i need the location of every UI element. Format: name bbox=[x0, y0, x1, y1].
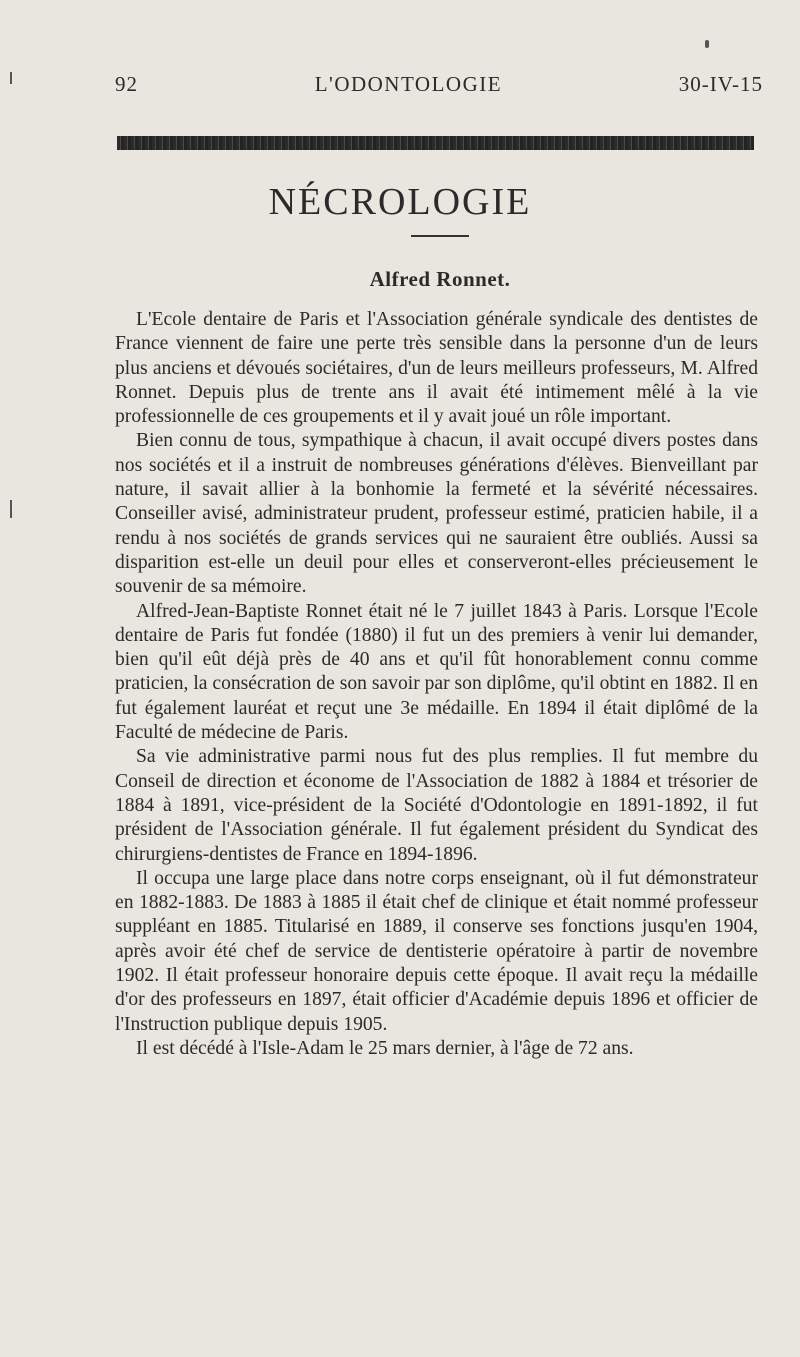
article-body bbox=[115, 308, 758, 1061]
section-title: NÉCROLOGIE bbox=[268, 181, 532, 223]
paragraph: Alfred-Jean-Baptiste Ronnet était né le 7 juillet 1843 à Paris. Lorsque l'Ecole dentaire de Paris fut fondée (1880) il fut un des premiers à venir lui demander, bien qu'il eût déjà près de 40 ans et qu'il fût honorablement connu comme praticien, la consécration de son savoir par son diplôme, qu'il obtint en 1882. Il en fut également lauréat et reçut une 3e médaille. En 1894 il était diplômé de la Faculté de médecine de Paris. bbox=[115, 600, 758, 744]
decorative-rule-band bbox=[117, 136, 754, 150]
paragraph: Sa vie administrative parmi nous fut des plus remplies. Il fut membre du Conseil de direction et économe de l'Association de 1882 à 1884 et trésorier de 1884 à 1891, vice-président de la Société d'Odontologie en 1891-1892, il fut président de l'Association générale. Il fut également président du Syndicat des chirurgiens-dentistes de France en 1894-1896. bbox=[115, 746, 758, 865]
running-head bbox=[115, 72, 763, 102]
title-divider bbox=[411, 235, 469, 237]
paragraph: L'Ecole dentaire de Paris et l'Association générale syndicale des dentistes de France viennent de faire une perte très sensible dans la personne d'un de leurs plus anciens et dévoués sociétaires, d'un de leurs meilleurs professeurs, M. Alfred Ronnet. Depuis plus de trente ans il avait été intimement mêlé à la vie professionnelle de ces groupements et il y avait joué un rôle important. bbox=[115, 309, 758, 428]
edge-mark bbox=[10, 72, 12, 84]
edge-mark bbox=[10, 500, 12, 518]
issue-date: 30-IV-15 bbox=[678, 72, 763, 96]
paragraph: Il est décédé à l'Isle-Adam le 25 mars dernier, à l'âge de 72 ans. bbox=[136, 1037, 634, 1059]
page-number: 92 bbox=[115, 72, 138, 96]
ink-speck bbox=[705, 40, 709, 48]
journal-title: L'ODONTOLOGIE bbox=[314, 72, 503, 96]
paragraph: Bien connu de tous, sympathique à chacun, il avait occupé divers postes dans nos sociétés et il a instruit de nombreuses générations d'élèves. Bienveillant par nature, il savait allier à la bonhomie la fermeté et la sévérité nécessaires. Conseiller avisé, administrateur prudent, professeur estimé, praticien habile, il a rendu à nos sociétés de grands services qui ne sauraient être oubliés. Aussi sa disparition est-elle un deuil pour elles et conserveront-elles précieusement le souvenir de sa mémoire. bbox=[115, 430, 758, 598]
paragraph: Il occupa une large place dans notre corps enseignant, où il fut démonstrateur en 1882-1883. De 1883 à 1885 il était chef de clinique et était nommé professeur suppléant en 1885. Titularisé en 1889, il conserve ses fonctions jusqu'en 1904, après avoir été chef de service de dentisterie opératoire à partir de novembre 1902. Il était professeur honoraire depuis cette époque. Il avait reçu la médaille d'or des professeurs en 1897, était officier d'Académie depuis 1896 et officier de l'Instruction publique depuis 1905. bbox=[115, 867, 758, 1035]
article-title: Alfred Ronnet. bbox=[369, 267, 511, 291]
